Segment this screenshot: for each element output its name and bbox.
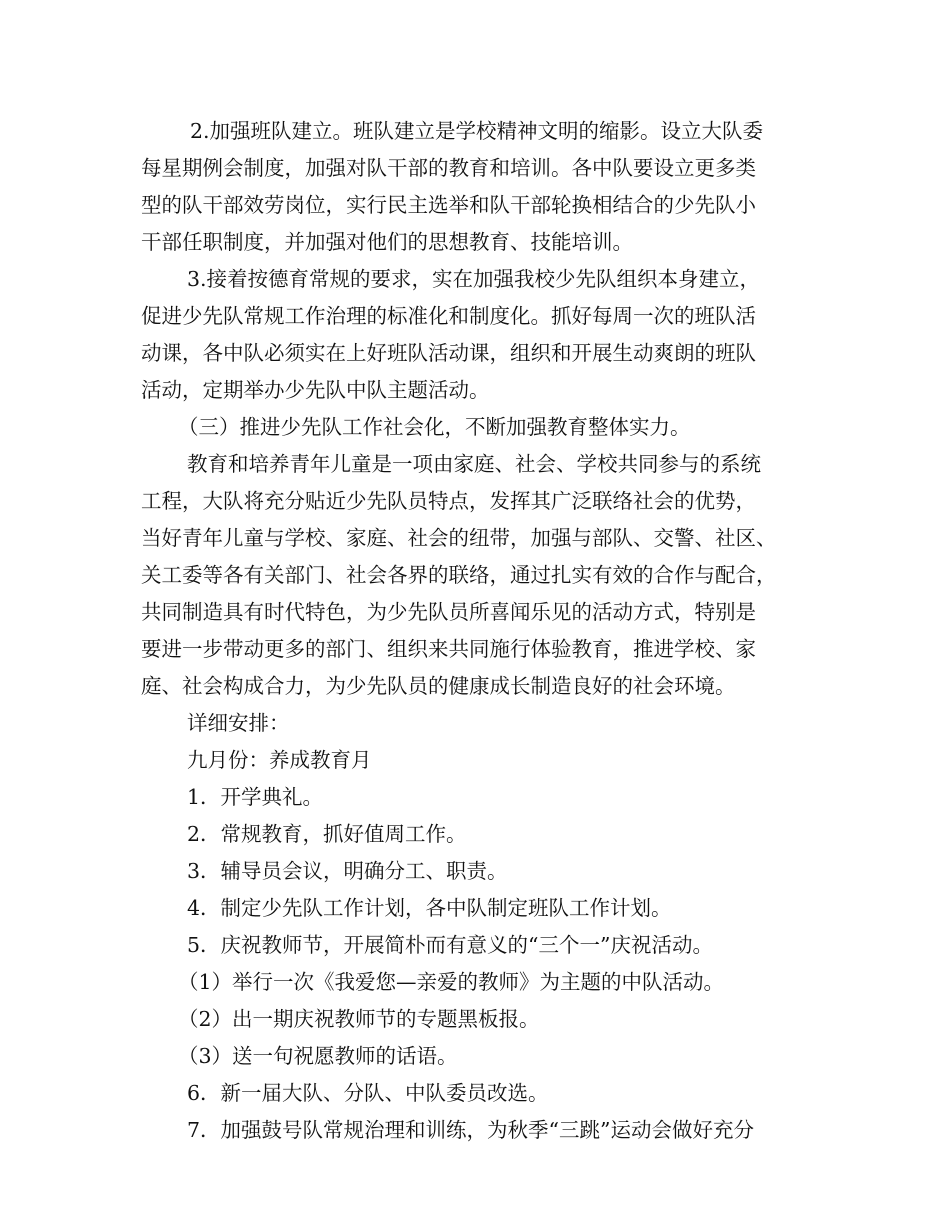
section-heading: （三）推进少先队工作社会化，不断加强教育整体实力。 — [178, 415, 691, 439]
list-item: 6．新一届大队、分队、中队委员改选。 — [187, 1081, 549, 1105]
list-item: 1．开学典礼。 — [187, 785, 324, 809]
paragraph-line: 共同制造具有时代特色，为少先队员所喜闻乐见的活动方式，特别是 — [141, 600, 756, 624]
list-item: 3．辅导员会议，明确分工、职责。 — [187, 859, 508, 883]
paragraph-line: 活动，定期举办少先队中队主题活动。 — [141, 378, 490, 402]
paragraph-line: 干部任职制度，并加强对他们的思想教育、技能培训。 — [141, 230, 633, 254]
schedule-heading: 详细安排： — [187, 711, 290, 735]
paragraph-line: 教育和培养青年儿童是一项由家庭、社会、学校共同参与的系统 — [187, 452, 761, 476]
paragraph-line: 庭、社会构成合力，为少先队员的健康成长制造良好的社会环境。 — [141, 674, 736, 698]
paragraph-line: 动课，各中队必须实在上好班队活动课，组织和开展生动爽朗的班队 — [141, 341, 756, 365]
paragraph-line: 关工委等各有关部门、社会各界的联络，通过扎实有效的合作与配合， — [141, 563, 777, 587]
paragraph-line: 工程，大队将充分贴近少先队员特点，发挥其广泛联络社会的优势， — [141, 489, 756, 513]
sub-list-item: （2）出一期庆祝教师节的专题黑板报。 — [178, 1007, 540, 1031]
list-item: 7．加强鼓号队常规治理和训练，为秋季“三跳”运动会做好充分 — [187, 1118, 755, 1142]
sub-list-item: （1）举行一次《我爱您—亲爱的教师》为主题的中队活动。 — [178, 970, 725, 994]
list-item: 5．庆祝教师节，开展简朴而有意义的“三个一”庆祝活动。 — [187, 933, 714, 957]
paragraph-line: 促进少先队常规工作治理的标准化和制度化。抓好每周一次的班队活 — [141, 304, 756, 328]
list-item: 4．制定少先队工作计划，各中队制定班队工作计划。 — [187, 896, 672, 920]
paragraph-line: 2.加强班队建立。班队建立是学校精神文明的缩影。设立大队委 — [190, 119, 764, 143]
list-item: 2．常规教育，抓好值周工作。 — [187, 822, 467, 846]
paragraph-line: 当好青年儿童与学校、家庭、社会的纽带，加强与部队、交警、社区、 — [141, 526, 777, 550]
paragraph-line: 型的队干部效劳岗位，实行民主选举和队干部轮换相结合的少先队小 — [141, 193, 756, 217]
sub-list-item: （3）送一句祝愿教师的话语。 — [178, 1044, 458, 1068]
paragraph-line: 要进一步带动更多的部门、组织来共同施行体验教育，推进学校、家 — [141, 637, 756, 661]
month-heading: 九月份：养成教育月 — [187, 748, 372, 772]
paragraph-line: 3.接着按德育常规的要求，实在加强我校少先队组织本身建立， — [187, 267, 761, 291]
paragraph-line: 每星期例会制度，加强对队干部的教育和培训。各中队要设立更多类 — [141, 156, 756, 180]
